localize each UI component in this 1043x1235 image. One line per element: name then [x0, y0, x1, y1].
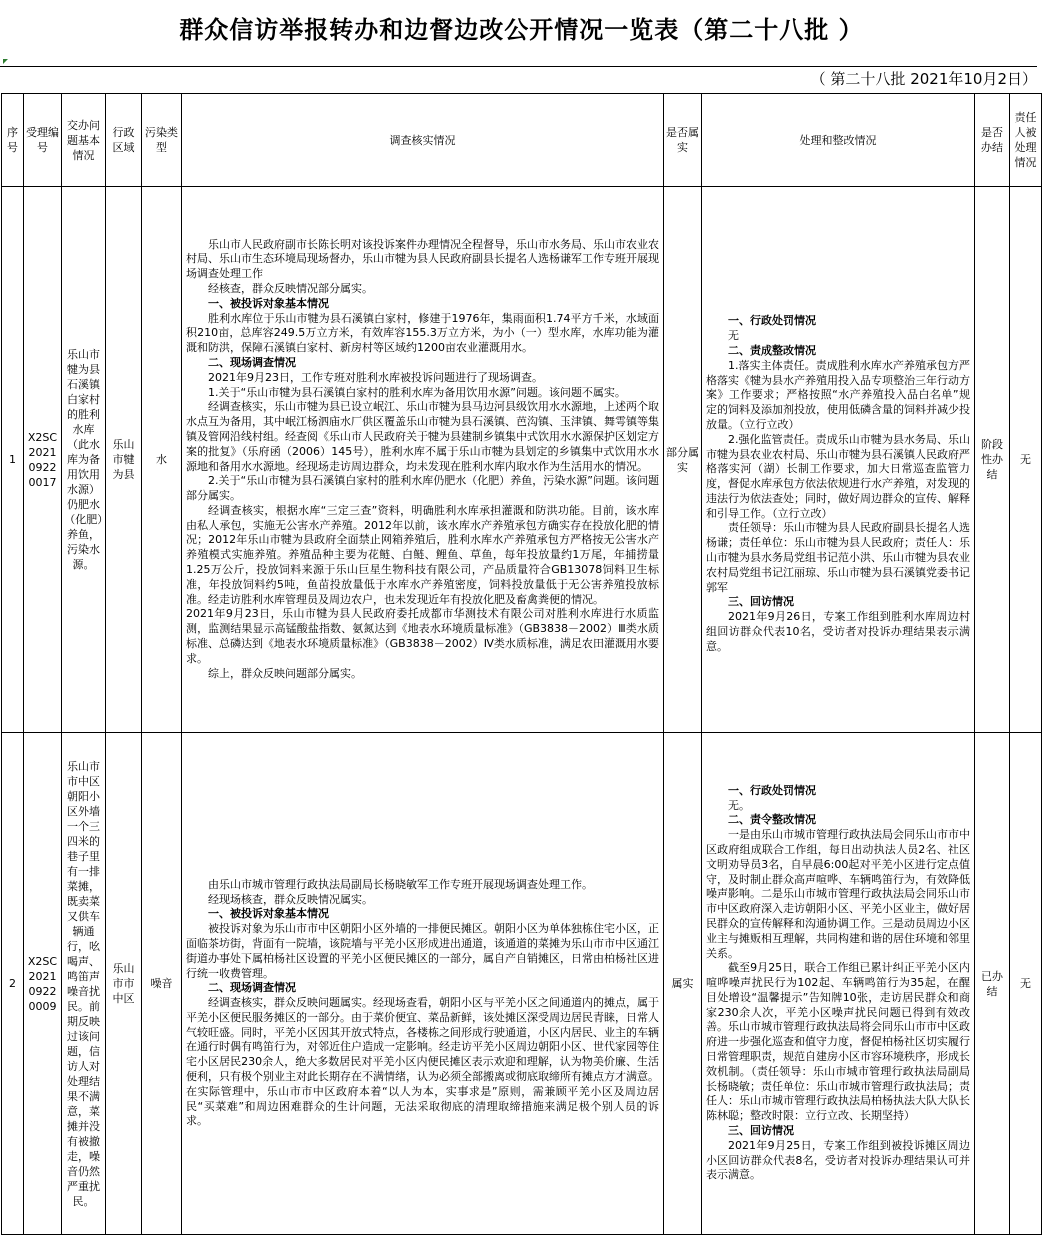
- cell-accountability: 无: [1010, 187, 1042, 733]
- section-heading: 二、责令整改情况: [728, 813, 816, 827]
- section-heading: 一、被投诉对象基本情况: [208, 296, 329, 310]
- cell-region: 乐山市市中区: [106, 733, 142, 1235]
- header-id: 受理编号: [24, 94, 62, 187]
- cell-region: 乐山市犍为县: [106, 187, 142, 733]
- paragraph: 经调查核实，群众反映问题属实。经现场查看，朝阳小区与平羌小区之间通道内的摊点，属于平羌小区便民服务摊区的一部分。由于菜价便宜、菜品新鲜，该处摊区深受周边居民青睐，日常人气较旺盛。同时，平羌小区因其开放式特点，各楼栋之间形成行驶通道，小区内居民、业主的车辆在通行时偶有鸣笛行为，对邻近住户造成一定影响。经走访平羌小区周边朝阳小区、世代家园等住宅小区居民230余人，绝大多数居民对平羌小区内便民摊区表示欢迎和理解，认为物美价廉、生活便利，只有极个别业主对此长期存在不满情绪，认为必须全部搬离或彻底取缔所有摊点方才满意。在实际管理中，乐山市市中区政府本着“以人为本，实事求是”原则，需兼顾平羌小区及周边居民“买菜难”和周边困难群众的生计问题，无法采取彻底的清理取缔措施来满足极个别人员的诉求。: [186, 996, 659, 1128]
- cell-pollution-type: 水: [142, 187, 182, 733]
- cell-seq: 1: [2, 187, 24, 733]
- section-heading: 二、现场调查情况: [208, 355, 296, 369]
- cell-id: X2SC20210922 0009: [24, 733, 62, 1235]
- cell-marker-icon: [3, 59, 8, 64]
- petition-table: [1, 93, 1042, 1235]
- cell-verified: 属实: [664, 733, 702, 1235]
- page-title: 群众信访举报转办和边督边改公开情况一览表（第二十八批 ）: [179, 16, 864, 44]
- header-verified: 是否属实: [664, 94, 702, 187]
- cell-issue: 乐山市市中区朝阳小区外墙一个三四米的巷子里有一排菜摊，既卖菜又供车辆通行，吆喝声、鸣笛声噪音扰民。前期反映过该问题，信访人对处理结果不满意，菜摊并没有被撤走，噪音仍然严重扰民。: [62, 733, 106, 1235]
- cell-handling: [702, 733, 975, 1235]
- header-row: [2, 94, 1042, 187]
- header-accountability: 责任人被处理情况: [1010, 94, 1042, 187]
- table-row: [2, 187, 1042, 733]
- paragraph: 胜利水库位于乐山市犍为县石溪镇白家村，修建于1976年，集雨面积1.74平方千米，水域面积210亩，总库容249.5万立方米，有效库容155.3万立方米，为小（一）型水库，水库功能为灌溉和防洪，保障石溪镇白家村、新房村等区域约1200亩农业灌溉用水。: [186, 311, 659, 355]
- cell-accountability: 无: [1010, 733, 1042, 1235]
- paragraph: 经调查核实，根据水库“三定三查”资料，明确胜利水库承担灌溉和防洪功能。目前，该水库由私人承包，实施无公害水产养殖。2012年以前，该水库水产养殖承包方确实存在投放化肥的情况；2012年乐山市犍为县政府全面禁止网箱养殖后，胜利水库水产养殖承包方严格按无公害水产养殖模式实施养殖。养殖品种主要为花鲢、白鲢、鲤鱼、草鱼，每年投放量约1万尾，年捕捞量1.25万公斤，投放饲料来源于乐山巨星生物科技有限公司，产品质量符合GB13078饲料卫生标准，年投放饲料约5吨，鱼苗投放量低于水库水产养殖密度，饲料投放量低于无公害养殖投放标准。经走访胜利水库管理员及周边农户，也未发现近年有投放化肥及畜禽粪便的情况。: [186, 503, 659, 606]
- header-completed: 是否办结: [975, 94, 1010, 187]
- section-heading: 二、现场调查情况: [208, 981, 296, 995]
- header-issue: 交办问题基本情况: [62, 94, 106, 187]
- paragraph: 截至9月25日，联合工作组已累计纠正平羌小区内喧哗噪声扰民行为102起、车辆鸣笛行为35起，在醒目处增设“温馨提示”告知牌10张，走访居民群众和商家230余人次，平羌小区噪声扰民问题已得到有效改善。乐山市城市管理行政执法局将会同乐山市市中区政府进一步强化巡查和值守力度，督促柏杨社区切实履行日常管理职责，规范自建房小区市容环境秩序，形成长效机制。（责任领导：乐山市城市管理行政执法局副局长杨晓敏；责任单位：乐山市城市管理行政执法局；责任人：乐山市城市管理行政执法局柏杨执法大队大队长陈林聪；整改时限：立行立改、长期坚持）: [706, 961, 970, 1123]
- cell-pollution-type: 噪音: [142, 733, 182, 1235]
- section-heading: 一、行政处罚情况: [728, 314, 816, 328]
- paragraph: 经现场核查，群众反映情况属实。: [208, 892, 373, 906]
- paragraph: 无: [728, 329, 739, 343]
- cell-id: X2SC20210922 0017: [24, 187, 62, 733]
- paragraph: 经调查核实，乐山市犍为县已设立岷江、乐山市犍为县马边河县级饮用水水源地，上述两个取水点互为备用，其中岷江杨泗庙水厂供区覆盖乐山市犍为县石溪镇、芭沟镇、玉津镇、舞雩镇等集镇及管网沿线村组。经查阅《乐山市人民政府关于犍为县建制乡镇集中式饮用水水源保护区划定方案的批复》（乐府函（2006）145号），胜利水库不属于乐山市犍为县划定的乡镇集中式饮用水水源地和备用水水源地。经现场走访周边群众，均未发现在胜利水库内取水作为生活用水的情况。: [186, 400, 659, 473]
- cell-issue: 乐山市犍为县石溪镇白家村的胜利水库（此水库为备用饮用水源）仍肥水（化肥）养鱼，污染水源。: [62, 187, 106, 733]
- paragraph: 无。: [728, 798, 750, 812]
- cell-handling: [702, 187, 975, 733]
- paragraph: 1.落实主体责任。责成胜利水库水产养殖承包方严格落实《犍为县水产养殖用投入品专项整治三年行动方案》工作要求；严格按照“水产养殖投入品白名单”规定的饲料及添加剂投放，使用低磷含量的饲料并减少投放量。（立行立改）: [706, 358, 970, 431]
- paragraph: 经核查，群众反映情况部分属实。: [208, 281, 373, 295]
- cell-completed: 阶段性办结: [975, 187, 1010, 733]
- paragraph: 2021年9月23日，工作专班对胜利水库被投诉问题进行了现场调查。: [208, 370, 543, 384]
- header-handling: 处理和整改情况: [702, 94, 975, 187]
- section-heading: 二、责成整改情况: [728, 343, 816, 357]
- section-heading: 三、回访情况: [728, 1124, 794, 1138]
- paragraph: 由乐山市城市管理行政执法局副局长杨晓敏军工作专班开展现场调查处理工作。: [208, 877, 593, 891]
- cell-investigation: [182, 733, 664, 1235]
- table-row: [2, 733, 1042, 1235]
- batch-info: （ 第二十八批 2021年10月2日）: [0, 66, 1037, 91]
- paragraph: 被投诉对象为乐山市市中区朝阳小区外墙的一排便民摊区。朝阳小区为单体独栋住宅小区，正面临茶坊街，背面有一院墙，该院墙与平羌小区形成进出通道，该通道的菜摊为乐山市市中区通江街道办事处下属柏杨社区设置的平羌小区便民摊区的一部分，属自产自销摊区，日常由柏杨社区进行统一收费管理。: [186, 922, 659, 980]
- cell-investigation: [182, 187, 664, 733]
- paragraph: 2021年9月26日，专案工作组到胜利水库周边村组回访群众代表10名，受访者对投诉办理结果表示满意。: [706, 610, 970, 653]
- section-heading: 一、被投诉对象基本情况: [208, 907, 329, 921]
- paragraph: 责任领导：乐山市犍为县人民政府副县长提名人选杨谦；责任单位：乐山市犍为县人民政府；责任人：乐山市犍为县水务局党组书记范小洪、乐山市犍为县农业农村局党组书记江丽琼、乐山市犍为县石溪镇党委书记郭军: [706, 521, 970, 594]
- paragraph: 一是由乐山市城市管理行政执法局会同乐山市市中区政府组成联合工作组，每日出动执法人员2名、社区文明劝导员3名，自早晨6:00起对平羌小区进行定点值守，及时制止群众高声喧哗、车辆鸣笛行为，有效降低噪声影响。二是乐山市城市管理行政执法局会同乐山市市中区政府深入走访朝阳小区、平羌小区业主，做好居民群众的宣传解释和沟通协调工作。三是动员周边小区业主与摊贩相互理解，共同构建和谐的居住环境和邻里关系。: [706, 828, 970, 960]
- section-heading: 三、回访情况: [728, 595, 794, 609]
- header-investigation: 调查核实情况: [182, 94, 664, 187]
- cell-seq: 2: [2, 733, 24, 1235]
- paragraph: 综上，群众反映问题部分属实。: [208, 666, 362, 680]
- paragraph: 2021年9月25日，专案工作组到被投诉摊区周边小区回访群众代表8名，受访者对投诉办理结果认可并表示满意。: [706, 1138, 970, 1182]
- paragraph: 2.关于“乐山市犍为县石溪镇白家村的胜利水库仍肥水（化肥）养鱼，污染水源”问题。该问题部分属实。: [186, 474, 659, 503]
- paragraph: 1.关于“乐山市犍为县石溪镇白家村的胜利水库为备用饮用水源”问题。该问题不属实。: [208, 385, 626, 399]
- section-heading: 一、行政处罚情况: [728, 783, 816, 797]
- header-seq: 序号: [2, 94, 24, 187]
- cell-completed: 已办结: [975, 733, 1010, 1235]
- paragraph: 2021年9月23日，乐山市犍为县人民政府委托成都市华测技术有限公司对胜利水库进行水质监测，监测结果显示高锰酸盐指数、氨氮达到《地表水环境质量标准》（GB3838－2002）Ⅲ类水质标准、总磷达到《地表水环境质量标准》（GB3838－2002）Ⅳ类水质标准，满足农田灌溉用水要求。: [186, 607, 659, 665]
- paragraph: 2.强化监管责任。责成乐山市犍为县水务局、乐山市犍为县农业农村局、乐山市犍为县石溪镇人民政府严格落实河（湖）长制工作要求，加大日常巡查监管力度，督促水库承包方依法依规进行水产养殖，对发现的违法行为依法查处；同时，做好周边群众的宣传、解释和引导工作。（立行立改）: [706, 432, 970, 520]
- paragraph: 乐山市人民政府副市长陈长明对该投诉案件办理情况全程督导，乐山市水务局、乐山市农业农村局、乐山市生态环境局现场督办，乐山市犍为县人民政府副县长提名人选杨谦军工作专班开展现场调查处理工作: [186, 237, 659, 281]
- header-region: 行政区域: [106, 94, 142, 187]
- header-pollution-type: 污染类型: [142, 94, 182, 187]
- cell-verified: 部分属实: [664, 187, 702, 733]
